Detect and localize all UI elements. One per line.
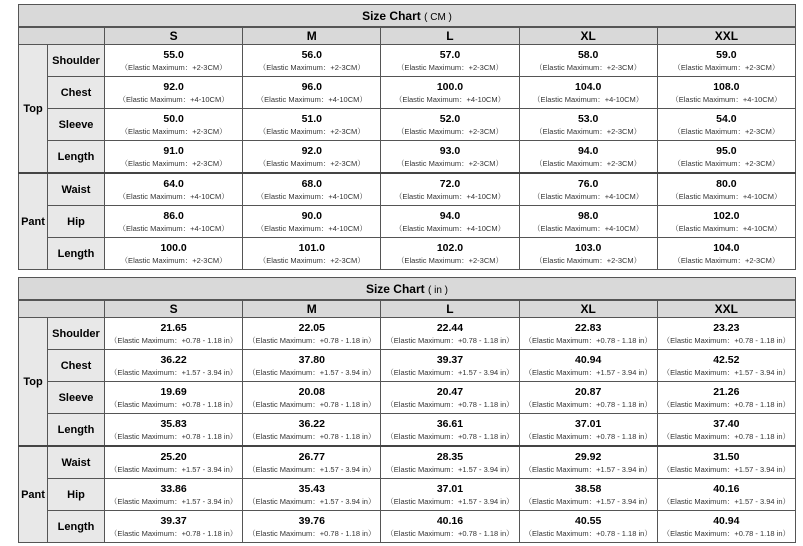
size-header-row: [19, 27, 796, 45]
elastic-note: （Elastic Maximum：+2-3CM）: [120, 159, 227, 168]
size-value: 40.16: [713, 483, 740, 495]
table-row: [19, 109, 796, 141]
chart-title-unit: ( in ): [427, 284, 448, 296]
size-cell: [381, 109, 519, 141]
measurement-label: Length: [48, 141, 105, 174]
size-cell: [657, 414, 795, 447]
size-value: 40.16: [436, 515, 464, 527]
size-value: 37.01: [436, 483, 464, 495]
elastic-note: （Elastic Maximum：+0.78 - 1.18 in）: [248, 432, 376, 441]
elastic-note: （Elastic Maximum：+2-3CM）: [673, 127, 780, 136]
elastic-note: （Elastic Maximum：+2-3CM）: [120, 256, 227, 265]
size-value: 72.0: [439, 178, 461, 190]
elastic-note: （Elastic Maximum：+2-3CM）: [396, 256, 503, 265]
size-header-row: [19, 300, 796, 318]
size-value: 28.35: [436, 451, 464, 463]
elastic-note: （Elastic Maximum：+2-3CM）: [258, 63, 365, 72]
size-cell: [381, 414, 519, 447]
size-value: 39.37: [160, 515, 187, 527]
size-header-xxl: XXL: [657, 27, 795, 45]
size-value: 40.55: [575, 515, 602, 527]
measurement-label: Hip: [48, 479, 105, 511]
elastic-note: （Elastic Maximum：+0.78 - 1.18 in）: [386, 336, 514, 345]
measurement-label: Shoulder: [48, 45, 105, 77]
size-cell: [657, 238, 795, 270]
size-value: 108.0: [713, 81, 740, 93]
elastic-note: （Elastic Maximum：+4-10CM）: [256, 192, 367, 201]
group-label-top: Top: [19, 45, 48, 174]
size-header-xl: XL: [519, 27, 657, 45]
measurement-label: Length: [48, 238, 105, 270]
size-cell: [243, 206, 381, 238]
size-cell: [657, 45, 795, 77]
size-cell: [105, 511, 243, 543]
elastic-note: （Elastic Maximum：+2-3CM）: [396, 127, 503, 136]
size-cell: [519, 479, 657, 511]
size-cell: [381, 141, 519, 174]
elastic-note: （Elastic Maximum：+0.78 - 1.18 in）: [524, 432, 652, 441]
size-value: 96.0: [301, 81, 322, 93]
size-value: 95.0: [716, 145, 737, 157]
size-value: 92.0: [163, 81, 184, 93]
elastic-note: （Elastic Maximum：+1.57 - 3.94 in）: [248, 465, 376, 474]
elastic-note: （Elastic Maximum：+1.57 - 3.94 in）: [248, 497, 376, 506]
size-value: 91.0: [163, 145, 184, 157]
size-cell: [105, 109, 243, 141]
elastic-note: （Elastic Maximum：+1.57 - 3.94 in）: [524, 465, 652, 474]
size-value: 80.0: [716, 178, 737, 190]
size-cell: [243, 238, 381, 270]
size-value: 40.94: [713, 515, 740, 527]
size-value: 22.83: [575, 322, 602, 334]
size-chart-in: [18, 277, 796, 543]
size-cell: [657, 206, 795, 238]
size-cell: [381, 446, 519, 479]
chart-title-text: Size Chart: [362, 8, 421, 23]
size-cell: [657, 511, 795, 543]
elastic-note: （Elastic Maximum：+2-3CM）: [396, 63, 503, 72]
elastic-note: （Elastic Maximum：+0.78 - 1.18 in）: [524, 529, 652, 538]
chart-title-text: Size Chart: [365, 281, 425, 296]
size-cell: [657, 318, 795, 350]
size-cell: [243, 479, 381, 511]
size-value: 39.76: [298, 515, 325, 527]
size-value: 22.05: [298, 322, 325, 334]
size-header-l: L: [381, 27, 519, 45]
size-cell: [243, 350, 381, 382]
size-header-m: M: [243, 27, 381, 45]
group-label-pant: Pant: [19, 173, 48, 270]
elastic-note: （Elastic Maximum：+1.57 - 3.94 in）: [662, 465, 791, 474]
size-cell: [243, 318, 381, 350]
size-value: 36.22: [298, 418, 325, 430]
size-cell: [243, 511, 381, 543]
size-value: 31.50: [713, 451, 740, 463]
size-cell: [105, 350, 243, 382]
table-row: [19, 173, 796, 206]
size-cell: [657, 173, 795, 206]
elastic-note: （Elastic Maximum：+2-3CM）: [258, 256, 365, 265]
elastic-note: （Elastic Maximum：+0.78 - 1.18 in）: [386, 529, 514, 538]
size-cell: [381, 318, 519, 350]
size-cell: [243, 109, 381, 141]
size-cell: [105, 141, 243, 174]
measurement-label: Waist: [48, 173, 105, 206]
elastic-note: （Elastic Maximum：+1.57 - 3.94 in）: [662, 497, 791, 506]
chart-title: [19, 5, 796, 28]
size-value: 94.0: [577, 145, 599, 157]
elastic-note: （Elastic Maximum：+4-10CM）: [394, 95, 506, 104]
size-value: 36.22: [160, 354, 187, 366]
size-value: 98.0: [577, 210, 599, 222]
elastic-note: （Elastic Maximum：+4-10CM）: [533, 95, 644, 104]
size-value: 22.44: [436, 322, 464, 334]
elastic-note: （Elastic Maximum：+1.57 - 3.94 in）: [662, 368, 791, 377]
size-cell: [657, 479, 795, 511]
chart-title-unit: ( CM ): [424, 11, 452, 23]
size-cell: [657, 77, 795, 109]
size-cell: [657, 446, 795, 479]
size-value: 101.0: [298, 242, 325, 254]
elastic-note: （Elastic Maximum：+4-10CM）: [671, 224, 782, 233]
measurement-label: Chest: [48, 77, 105, 109]
elastic-note: （Elastic Maximum：+4-10CM）: [118, 224, 229, 233]
table-row: [19, 141, 796, 174]
size-value: 58.0: [577, 49, 599, 61]
elastic-note: （Elastic Maximum：+2-3CM）: [673, 159, 780, 168]
elastic-note: （Elastic Maximum：+4-10CM）: [118, 192, 229, 201]
elastic-note: （Elastic Maximum：+2-3CM）: [258, 159, 365, 168]
elastic-note: （Elastic Maximum：+1.57 - 3.94 in）: [109, 465, 238, 474]
size-cell: [381, 45, 519, 77]
size-value: 55.0: [163, 49, 184, 61]
elastic-note: （Elastic Maximum：+0.78 - 1.18 in）: [386, 432, 514, 441]
measurement-label: Hip: [48, 206, 105, 238]
elastic-note: （Elastic Maximum：+4-10CM）: [118, 95, 229, 104]
size-cell: [657, 141, 795, 174]
elastic-note: （Elastic Maximum：+4-10CM）: [533, 192, 644, 201]
size-cell: [105, 414, 243, 447]
elastic-note: （Elastic Maximum：+1.57 - 3.94 in）: [386, 497, 514, 506]
size-cell: [381, 479, 519, 511]
elastic-note: （Elastic Maximum：+4-10CM）: [671, 95, 782, 104]
table-row: [19, 446, 796, 479]
size-value: 37.01: [575, 418, 602, 430]
size-cell: [243, 45, 381, 77]
elastic-note: （Elastic Maximum：+0.78 - 1.18 in）: [248, 336, 376, 345]
header-corner: [19, 27, 105, 45]
measurement-label: Waist: [48, 446, 105, 479]
size-cell: [105, 45, 243, 77]
size-value: 37.40: [713, 418, 740, 430]
size-value: 103.0: [575, 242, 602, 254]
size-cell: [243, 446, 381, 479]
size-value: 90.0: [301, 210, 322, 222]
size-cell: [381, 238, 519, 270]
size-cell: [519, 206, 657, 238]
size-cell: [657, 109, 795, 141]
size-cell: [243, 77, 381, 109]
elastic-note: （Elastic Maximum：+0.78 - 1.18 in）: [109, 529, 238, 538]
elastic-note: （Elastic Maximum：+2-3CM）: [258, 127, 365, 136]
elastic-note: （Elastic Maximum：+1.57 - 3.94 in）: [386, 368, 514, 377]
size-cell: [381, 206, 519, 238]
table-row: [19, 318, 796, 350]
size-value: 39.37: [436, 354, 464, 366]
size-value: 19.69: [160, 386, 187, 398]
size-value: 35.43: [298, 483, 325, 495]
size-cell: [243, 382, 381, 414]
elastic-note: （Elastic Maximum：+0.78 - 1.18 in）: [248, 400, 376, 409]
size-value: 26.77: [298, 451, 325, 463]
size-cell: [519, 141, 657, 174]
header-corner: [19, 300, 105, 318]
elastic-note: （Elastic Maximum：+0.78 - 1.18 in）: [109, 400, 238, 409]
group-label-pant: Pant: [19, 446, 48, 543]
size-value: 57.0: [439, 49, 461, 61]
chart-title-row: [19, 5, 796, 28]
table-row: [19, 479, 796, 511]
size-value: 20.87: [575, 386, 602, 398]
size-cell: [105, 479, 243, 511]
size-header-xxl: XXL: [657, 300, 795, 318]
size-value: 86.0: [163, 210, 184, 222]
size-cell: [519, 511, 657, 543]
size-cell: [105, 382, 243, 414]
size-value: 104.0: [575, 81, 602, 93]
size-value: 51.0: [301, 113, 322, 125]
size-value: 100.0: [160, 242, 187, 254]
elastic-note: （Elastic Maximum：+2-3CM）: [535, 63, 642, 72]
size-cell: [519, 77, 657, 109]
size-value: 52.0: [439, 113, 461, 125]
size-value: 56.0: [301, 49, 322, 61]
size-cell: [519, 173, 657, 206]
elastic-note: （Elastic Maximum：+0.78 - 1.18 in）: [662, 529, 791, 538]
size-cell: [105, 318, 243, 350]
size-cell: [519, 446, 657, 479]
size-header-s: S: [105, 27, 243, 45]
size-cell: [657, 350, 795, 382]
size-value: 64.0: [163, 178, 184, 190]
size-chart-cm: [18, 4, 796, 270]
chart-title: [19, 278, 796, 301]
size-cell: [519, 414, 657, 447]
size-cell: [105, 446, 243, 479]
table-row: [19, 382, 796, 414]
elastic-note: （Elastic Maximum：+1.57 - 3.94 in）: [524, 368, 652, 377]
size-cell: [381, 382, 519, 414]
elastic-note: （Elastic Maximum：+4-10CM）: [394, 224, 506, 233]
size-cell: [105, 206, 243, 238]
size-value: 100.0: [436, 81, 464, 93]
size-cell: [519, 350, 657, 382]
elastic-note: （Elastic Maximum：+2-3CM）: [396, 159, 503, 168]
table-row: [19, 414, 796, 447]
size-value: 21.26: [713, 386, 740, 398]
elastic-note: （Elastic Maximum：+2-3CM）: [673, 256, 780, 265]
size-value: 20.47: [436, 386, 464, 398]
size-header-s: S: [105, 300, 243, 318]
size-value: 102.0: [713, 210, 740, 222]
size-value: 59.0: [716, 49, 737, 61]
elastic-note: （Elastic Maximum：+1.57 - 3.94 in）: [386, 465, 514, 474]
size-cell: [519, 45, 657, 77]
size-cell: [381, 77, 519, 109]
size-value: 33.86: [160, 483, 187, 495]
size-value: 50.0: [163, 113, 184, 125]
size-cell: [105, 173, 243, 206]
size-cell: [519, 318, 657, 350]
size-cell: [243, 173, 381, 206]
size-cell: [381, 511, 519, 543]
measurement-label: Shoulder: [48, 318, 105, 350]
size-cell: [243, 141, 381, 174]
size-value: 40.94: [575, 354, 602, 366]
elastic-note: （Elastic Maximum：+1.57 - 3.94 in）: [109, 497, 238, 506]
size-value: 53.0: [577, 113, 599, 125]
size-value: 104.0: [713, 242, 740, 254]
size-header-xl: XL: [519, 300, 657, 318]
elastic-note: （Elastic Maximum：+0.78 - 1.18 in）: [662, 400, 791, 409]
elastic-note: （Elastic Maximum：+2-3CM）: [535, 127, 642, 136]
size-value: 25.20: [160, 451, 187, 463]
elastic-note: （Elastic Maximum：+0.78 - 1.18 in）: [662, 336, 791, 345]
table-row: [19, 511, 796, 543]
measurement-label: Sleeve: [48, 109, 105, 141]
size-value: 37.80: [298, 354, 325, 366]
table-row: [19, 77, 796, 109]
measurement-label: Length: [48, 511, 105, 543]
table-row: [19, 45, 796, 77]
elastic-note: （Elastic Maximum：+1.57 - 3.94 in）: [248, 368, 376, 377]
size-value: 20.08: [298, 386, 325, 398]
elastic-note: （Elastic Maximum：+0.78 - 1.18 in）: [662, 432, 791, 441]
size-value: 21.65: [160, 322, 187, 334]
size-value: 29.92: [575, 451, 602, 463]
elastic-note: （Elastic Maximum：+4-10CM）: [256, 224, 367, 233]
size-cell: [519, 382, 657, 414]
size-cell: [381, 350, 519, 382]
size-cell: [519, 109, 657, 141]
size-value: 92.0: [301, 145, 322, 157]
table-row: [19, 350, 796, 382]
size-cell: [105, 77, 243, 109]
size-value: 42.52: [713, 354, 740, 366]
size-value: 93.0: [439, 145, 461, 157]
elastic-note: （Elastic Maximum：+4-10CM）: [394, 192, 506, 201]
size-cell: [519, 238, 657, 270]
measurement-label: Sleeve: [48, 382, 105, 414]
measurement-label: Length: [48, 414, 105, 447]
elastic-note: （Elastic Maximum：+1.57 - 3.94 in）: [109, 368, 238, 377]
chart-title-row: [19, 278, 796, 301]
size-value: 23.23: [713, 322, 740, 334]
elastic-note: （Elastic Maximum：+0.78 - 1.18 in）: [524, 400, 652, 409]
elastic-note: （Elastic Maximum：+0.78 - 1.18 in）: [386, 400, 514, 409]
size-value: 54.0: [716, 113, 737, 125]
size-value: 38.58: [575, 483, 602, 495]
elastic-note: （Elastic Maximum：+0.78 - 1.18 in）: [109, 336, 238, 345]
elastic-note: （Elastic Maximum：+4-10CM）: [533, 224, 644, 233]
size-cell: [105, 238, 243, 270]
size-value: 35.83: [160, 418, 187, 430]
size-value: 94.0: [439, 210, 461, 222]
elastic-note: （Elastic Maximum：+2-3CM）: [535, 256, 642, 265]
group-label-top: Top: [19, 318, 48, 447]
elastic-note: （Elastic Maximum：+2-3CM）: [120, 63, 227, 72]
elastic-note: （Elastic Maximum：+2-3CM）: [120, 127, 227, 136]
size-cell: [657, 382, 795, 414]
size-value: 102.0: [436, 242, 464, 254]
elastic-note: （Elastic Maximum：+4-10CM）: [256, 95, 367, 104]
size-cell: [381, 173, 519, 206]
size-value: 36.61: [436, 418, 464, 430]
measurement-label: Chest: [48, 350, 105, 382]
elastic-note: （Elastic Maximum：+4-10CM）: [671, 192, 782, 201]
table-row: [19, 206, 796, 238]
elastic-note: （Elastic Maximum：+0.78 - 1.18 in）: [109, 432, 238, 441]
elastic-note: （Elastic Maximum：+2-3CM）: [535, 159, 642, 168]
elastic-note: （Elastic Maximum：+2-3CM）: [673, 63, 780, 72]
elastic-note: （Elastic Maximum：+0.78 - 1.18 in）: [248, 529, 376, 538]
table-row: [19, 238, 796, 270]
elastic-note: （Elastic Maximum：+0.78 - 1.18 in）: [524, 336, 652, 345]
size-header-l: L: [381, 300, 519, 318]
size-value: 68.0: [301, 178, 322, 190]
size-value: 76.0: [577, 178, 599, 190]
size-cell: [243, 414, 381, 447]
size-header-m: M: [243, 300, 381, 318]
elastic-note: （Elastic Maximum：+1.57 - 3.94 in）: [524, 497, 652, 506]
